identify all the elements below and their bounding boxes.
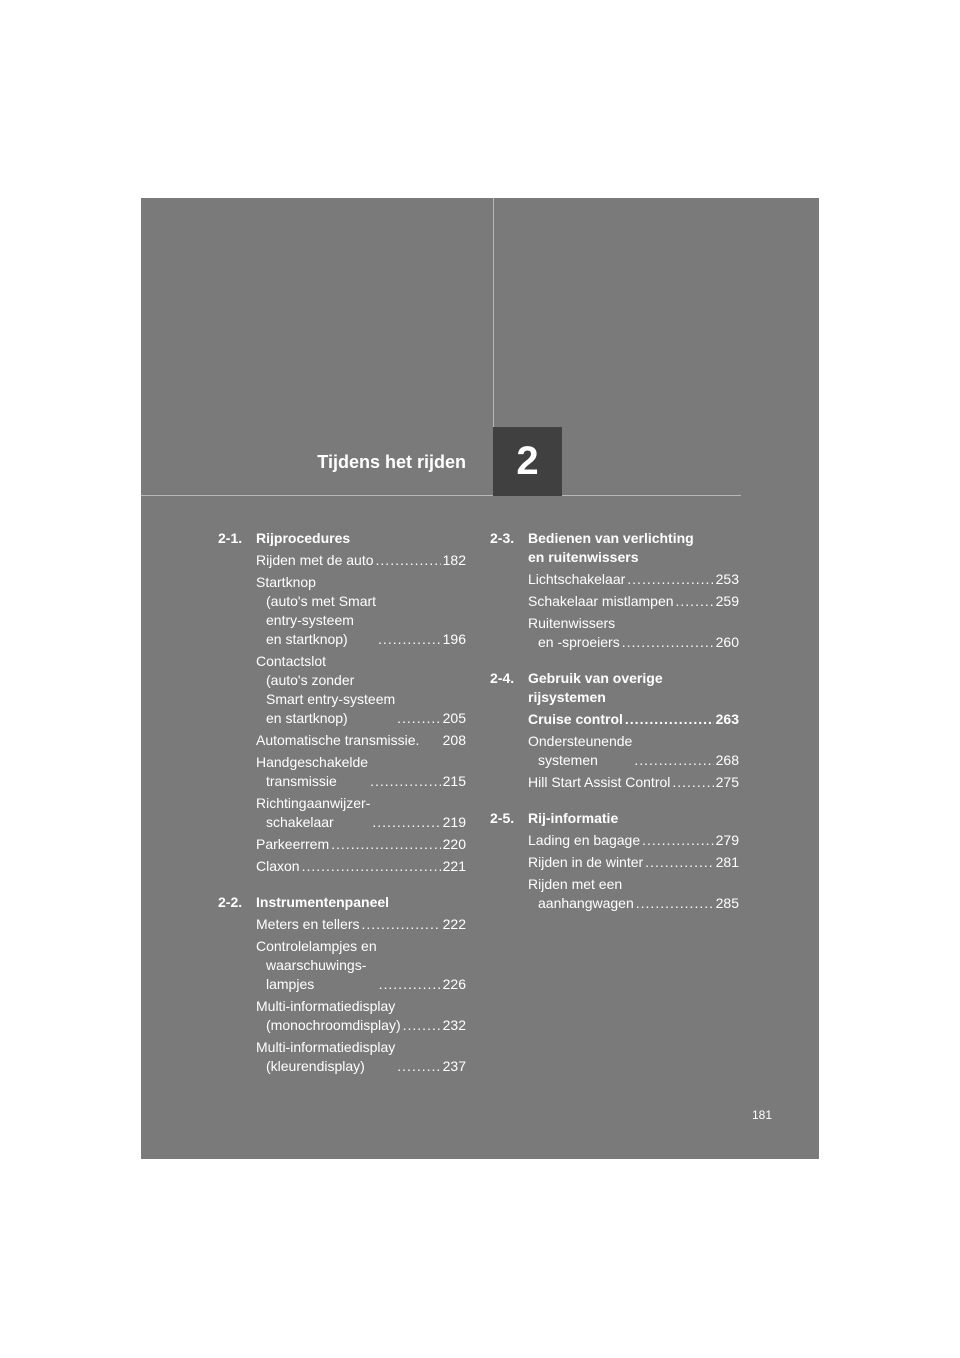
toc-leader-dots <box>379 975 441 994</box>
toc-leader-dots <box>676 592 714 611</box>
toc-entry-page: 221 <box>442 858 466 874</box>
toc-entry-title: Controlelampjes en waarschuwings- lampjes <box>256 938 377 992</box>
toc-left-column <box>218 529 466 1076</box>
toc-leader-dots <box>397 1057 440 1076</box>
toc-leader-dots <box>625 710 714 729</box>
toc-entry-page: 182 <box>442 552 466 568</box>
toc-entry[interactable] <box>528 875 739 913</box>
section-title: Instrumentenpaneel <box>256 894 390 910</box>
toc-entry-title: Rijden met een aanhangwagen <box>528 876 634 911</box>
toc-entry-page: 196 <box>442 631 466 647</box>
section-number: 2-2. <box>218 894 243 910</box>
toc-section-heading <box>218 529 466 548</box>
toc-entry-page: 253 <box>715 571 739 587</box>
toc-entry-page: 215 <box>442 773 466 789</box>
toc-entry-page: 237 <box>442 1058 466 1074</box>
section-gap <box>256 876 466 893</box>
section-title: Bedienen van verlichting en ruitenwissers <box>528 530 694 565</box>
toc-entry-page: 281 <box>715 854 739 870</box>
toc-leader-dots <box>376 551 441 570</box>
toc-entry-title: Rijden in de winter <box>528 854 644 870</box>
toc-leader-dots <box>634 751 713 770</box>
toc-entry-page: 268 <box>715 752 739 768</box>
toc-section-heading <box>490 809 739 828</box>
toc-entry[interactable] <box>528 710 739 729</box>
toc-entry-title: Hill Start Assist Control <box>528 774 671 790</box>
toc-entry[interactable] <box>256 753 466 791</box>
toc-entry[interactable] <box>256 652 466 728</box>
toc-entry[interactable] <box>256 551 466 570</box>
toc-entry[interactable] <box>528 614 739 652</box>
toc-entry[interactable] <box>256 1038 466 1076</box>
toc-entry-title: Schakelaar mistlampen <box>528 593 674 609</box>
toc-leader-dots <box>627 570 713 589</box>
section-number: 2-4. <box>490 670 515 686</box>
toc-leader-dots <box>372 813 440 832</box>
toc-entry-title: Parkeerrem <box>256 836 330 852</box>
toc-entry-page: 259 <box>715 593 739 609</box>
toc-entry[interactable] <box>256 573 466 649</box>
section-number: 2-1. <box>218 530 243 546</box>
toc-entry-page: 222 <box>442 916 466 932</box>
toc-entry-page: 285 <box>715 895 739 911</box>
toc-leader-dots <box>370 772 441 791</box>
toc-entry[interactable] <box>256 915 466 934</box>
section-number: 2-3. <box>490 530 515 546</box>
toc-entry-title: Multi-informatiedisplay (monochroomdisplay) <box>256 998 401 1033</box>
toc-entry[interactable] <box>528 570 739 589</box>
toc-entry-page: 275 <box>715 774 739 790</box>
toc-entry[interactable] <box>528 853 739 872</box>
section-gap <box>528 792 739 809</box>
page-number: 181 <box>751 1108 772 1122</box>
chapter-title: Tijdens het rijden <box>317 452 466 472</box>
toc-entry-page: 279 <box>715 832 739 848</box>
toc-leader-dots <box>397 709 441 728</box>
toc-entry[interactable] <box>528 592 739 611</box>
toc-entry-title: Handgeschakelde transmissie <box>256 754 369 789</box>
vertical-divider <box>493 198 494 428</box>
toc-entry-title: Lading en bagage <box>528 832 641 848</box>
section-number: 2-5. <box>490 810 515 826</box>
toc-entry[interactable] <box>256 794 466 832</box>
toc-entry[interactable] <box>256 731 466 750</box>
toc-entry-title: Richtingaanwijzer- schakelaar <box>256 795 371 830</box>
toc-section-heading <box>218 893 466 912</box>
toc-entry[interactable] <box>528 773 739 792</box>
toc-leader-dots <box>302 857 441 876</box>
toc-entry-title: Cruise control <box>528 711 623 727</box>
toc-entry-page: 263 <box>715 711 739 727</box>
horizontal-divider <box>141 495 741 496</box>
chapter-number: 2 <box>493 427 562 496</box>
toc-entry-title: Claxon <box>256 858 300 874</box>
toc-entry-page: 260 <box>715 634 739 650</box>
toc-entry-page: 205 <box>442 710 466 726</box>
toc-entry-title: Automatische transmissie. <box>256 732 420 748</box>
toc-section-heading <box>490 529 739 567</box>
toc-leader-dots <box>642 831 714 850</box>
toc-leader-dots <box>403 1016 441 1035</box>
toc-leader-dots <box>331 835 441 854</box>
toc-entry-title: Lichtschakelaar <box>528 571 626 587</box>
toc-entry-title: Ruitenwissers en -sproeiers <box>528 615 620 650</box>
section-title: Rijprocedures <box>256 530 351 546</box>
toc-entry[interactable] <box>528 831 739 850</box>
toc-entry-page: 220 <box>442 836 466 852</box>
toc-entry-title: Multi-informatiedisplay (kleurendisplay) <box>256 1039 396 1074</box>
toc-leader-dots <box>622 633 714 652</box>
toc-entry-title: Contactslot (auto's zonder Smart entry-systeem en startknop) <box>256 653 396 726</box>
toc-entry-title: Meters en tellers <box>256 916 360 932</box>
section-title: Gebruik van overige rijsystemen <box>528 670 663 705</box>
toc-entry-title: Startknop (auto's met Smart entry-systeem en startknop) <box>256 574 377 647</box>
toc-right-column <box>490 529 739 913</box>
toc-leader-dots <box>378 630 441 649</box>
toc-entry-title: Rijden met de auto <box>256 552 374 568</box>
toc-entry[interactable] <box>256 937 466 994</box>
toc-entry-page: 226 <box>442 976 466 992</box>
toc-entry-page: 232 <box>442 1017 466 1033</box>
section-title: Rij-informatie <box>528 810 619 826</box>
toc-leader-dots <box>361 915 440 934</box>
toc-entry-title: Ondersteunende systemen <box>528 733 633 768</box>
toc-leader-dots <box>636 894 714 913</box>
toc-entry[interactable] <box>528 732 739 770</box>
toc-entry[interactable] <box>256 857 466 876</box>
toc-entry-page: 219 <box>442 814 466 830</box>
toc-leader-dots <box>645 853 713 872</box>
toc-entry[interactable] <box>256 835 466 854</box>
toc-section-heading <box>490 669 739 707</box>
toc-leader-dots <box>672 773 713 792</box>
toc-entry-page: 208 <box>442 732 466 748</box>
section-gap <box>528 652 739 669</box>
toc-entry[interactable] <box>256 997 466 1035</box>
